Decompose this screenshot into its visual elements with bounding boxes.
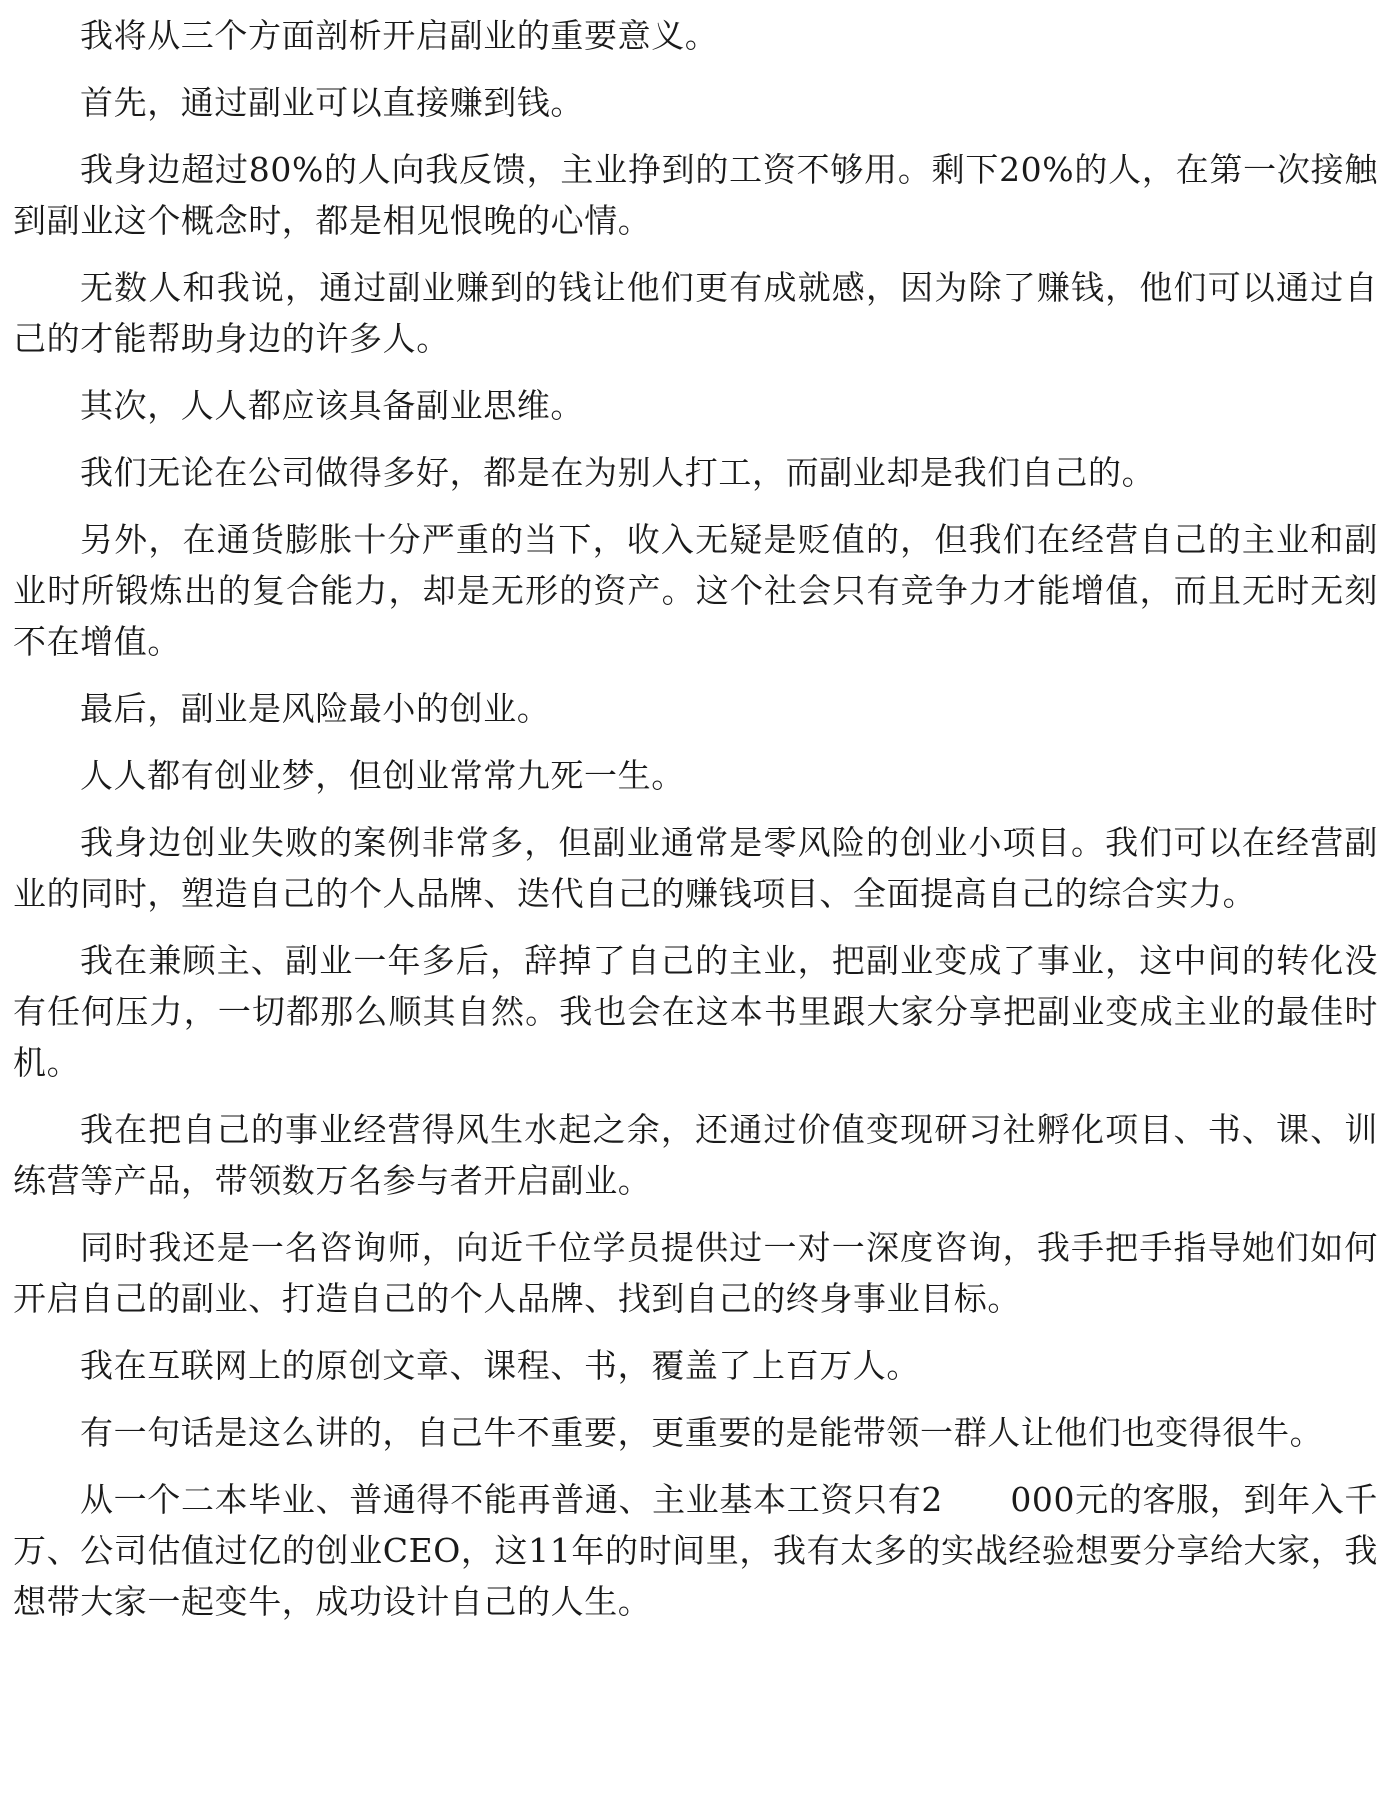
paragraph: 同时我还是一名咨询师，向近千位学员提供过一对一深度咨询，我手把手指导她们如何开启自己的副业、打造自己的个人品牌、找到自己的终身事业目标。 <box>13 1228 1378 1318</box>
paragraph: 最后，副业是风险最小的创业。 <box>80 689 551 728</box>
document-page <box>13 10 1378 1643</box>
paragraph: 我身边超过80%的人向我反馈，主业挣到的工资不够用。剩下20%的人，在第一次接触到副业这个概念时，都是相见恨晚的心情。 <box>13 150 1378 240</box>
paragraph: 首先，通过副业可以直接赚到钱。 <box>80 83 584 122</box>
paragraph: 从一个二本毕业、普通得不能再普通、主业基本工资只有2 000元的客服，到年入千万、公司估值过亿的创业CEO，这11年的时间里，我有太多的实战经验想要分享给大家，我想带大家一起变牛，成功设计自己的人生。 <box>13 1480 1378 1621</box>
paragraph: 人人都有创业梦，但创业常常九死一生。 <box>80 756 685 795</box>
paragraph: 其次，人人都应该具备副业思维。 <box>80 386 584 425</box>
paragraph: 我身边创业失败的案例非常多，但副业通常是零风险的创业小项目。我们可以在经营副业的同时，塑造自己的个人品牌、迭代自己的赚钱项目、全面提高自己的综合实力。 <box>13 823 1378 913</box>
paragraph: 我在兼顾主、副业一年多后，辞掉了自己的主业，把副业变成了事业，这中间的转化没有任何压力，一切都那么顺其自然。我也会在这本书里跟大家分享把副业变成主业的最佳时机。 <box>13 941 1378 1082</box>
paragraph: 我在互联网上的原创文章、课程、书，覆盖了上百万人。 <box>80 1346 920 1385</box>
paragraph: 我将从三个方面剖析开启副业的重要意义。 <box>80 16 719 55</box>
paragraph: 另外，在通货膨胀十分严重的当下，收入无疑是贬值的，但我们在经营自己的主业和副业时所锻炼出的复合能力，却是无形的资产。这个社会只有竞争力才能增值，而且无时无刻不在增值。 <box>13 520 1378 661</box>
paragraph: 我们无论在公司做得多好，都是在为别人打工，而副业却是我们自己的。 <box>80 453 1156 492</box>
paragraph: 无数人和我说，通过副业赚到的钱让他们更有成就感，因为除了赚钱，他们可以通过自己的才能帮助身边的许多人。 <box>13 268 1378 358</box>
paragraph: 有一句话是这么讲的，自己牛不重要，更重要的是能带领一群人让他们也变得很牛。 <box>80 1413 1324 1452</box>
paragraph: 我在把自己的事业经营得风生水起之余，还通过价值变现研习社孵化项目、书、课、训练营等产品，带领数万名参与者开启副业。 <box>13 1110 1378 1200</box>
